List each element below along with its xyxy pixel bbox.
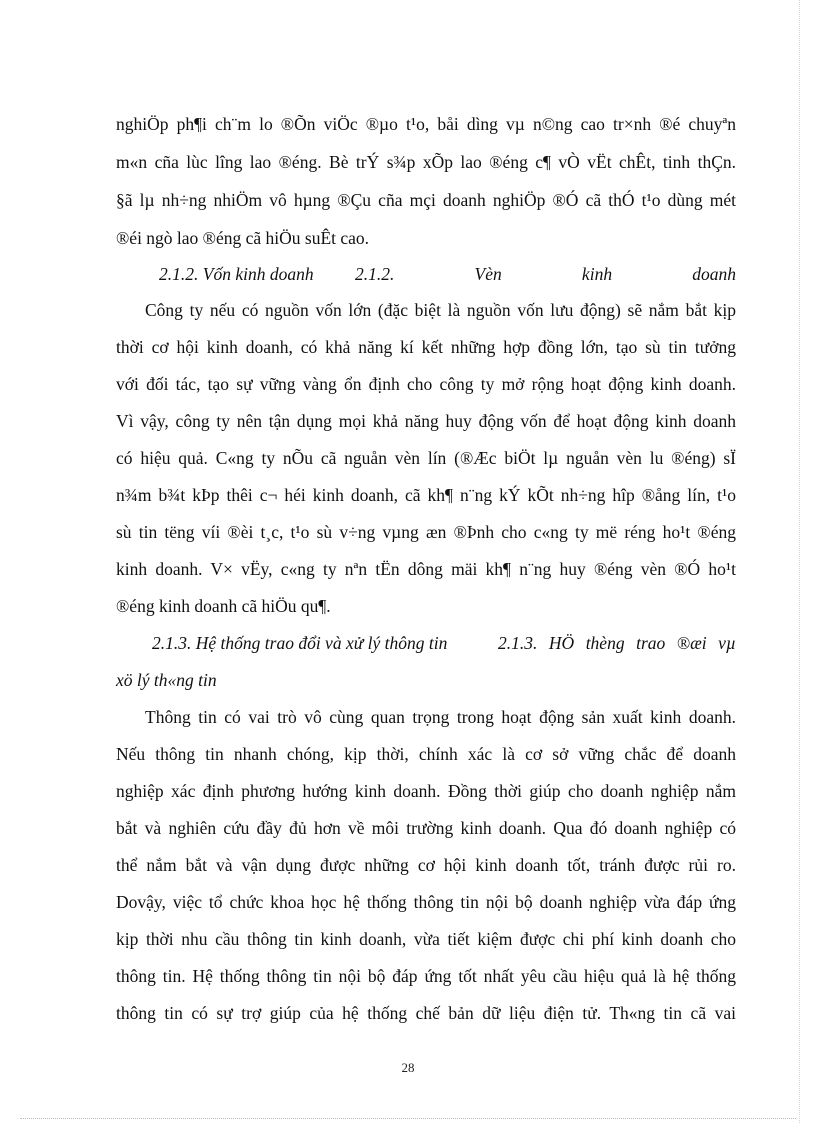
paragraph-line: có hiệu quả. C«ng ty nÕu cã nguån vèn lín (®Æc biÖt lµ nguån vèn lu ®éng) sÏ — [116, 448, 736, 468]
paragraph-line: với đối tác, tạo sự vững vàng ổn định cho công ty mở rộng hoạt động kinh doanh. — [116, 374, 736, 394]
paragraph-line: kịp thời nhu cầu thông tin kinh doanh, vừa tiết kiệm được chi phí kinh doanh cho — [116, 929, 736, 949]
paragraph-line: Nếu thông tin nhanh chóng, kịp thời, chính xác là cơ sở vững chắc để doanh — [116, 744, 736, 764]
section-heading-213-legacy-cont: xö lý th«ng tin — [116, 670, 217, 690]
paragraph-line: thông tin có sự trợ giúp của hệ thống chế bản dữ liệu điện tử. Th«ng tin cã vai — [116, 1003, 736, 1023]
paragraph-line: Công ty nếu có nguồn vốn lớn (đặc biệt là nguồn vốn lưu động) sẽ nắm bắt kịp — [145, 300, 736, 320]
page-right-divider — [799, 0, 800, 1123]
paragraph-line: nghiệp xác định phương hướng kinh doanh. Đồng thời giúp cho doanh nghiệp nắm — [116, 781, 736, 801]
paragraph-line: Vì vậy, công ty nên tận dụng mọi khả năng huy động vốn để hoạt động kinh doanh — [116, 411, 736, 431]
section-heading-212-legacy: 2.1.2. Vèn kinh doanh — [355, 264, 736, 284]
paragraph-line: ®éng kinh doanh cã hiÖu qu¶. — [116, 596, 331, 616]
paragraph-line: Thông tin có vai trò vô cùng quan trọng trong hoạt động sản xuất kinh doanh. — [145, 707, 736, 727]
section-heading-213: 2.1.3. Hệ thống trao đổi và xử lý thông tin — [152, 633, 448, 653]
paragraph-line: thể nắm bắt và vận dụng được những cơ hội kinh doanh tốt, tránh được rủi ro. — [116, 855, 736, 875]
paragraph-line: kinh doanh. V× vËy, c«ng ty nªn tËn dông mäi kh¶ n¨ng huy ®éng vèn ®Ó ho¹t — [116, 559, 736, 579]
paragraph-line: bắt và nghiên cứu đầy đủ hơn về môi trường kinh doanh. Qua đó doanh nghiệp có — [116, 818, 736, 838]
paragraph-line: ®éi ngò lao ®éng cã hiÖu suÊt cao. — [116, 228, 370, 248]
page-bottom-divider — [20, 1118, 796, 1119]
paragraph-line: sù tin tëng víi ®èi t¸c, t¹o sù v÷ng vµng æn ®Þnh cho c«ng ty më réng ho¹t ®éng — [116, 522, 736, 542]
paragraph-line: m«n cña lùc lîng lao ®éng. Bè trÝ s¾p xÕp lao ®éng c¶ vÒ vËt chÊt, tinh thÇn. — [116, 152, 736, 172]
paragraph-line: §ã lµ nh÷ng nhiÖm vô hµng ®Çu cña mçi doanh nghiÖp ®Ó cã thÓ t¹o dùng mét — [116, 190, 736, 210]
page-number: 28 — [401, 1060, 415, 1075]
section-heading-212: 2.1.2. Vốn kinh doanh — [159, 264, 314, 284]
paragraph-line: nghiÖp ph¶i ch¨m lo ®Õn viÖc ®µo t¹o, båi dìng vµ n©ng cao tr×nh ®é chuyªn — [116, 114, 736, 134]
paragraph-line: thời cơ hội kinh doanh, có khả năng kí kết những hợp đồng lớn, tạo sù tin tưởng — [116, 337, 736, 357]
paragraph-line: n¾m b¾t kÞp thêi c¬ héi kinh doanh, cã kh¶ n¨ng kÝ kÕt nh÷ng hîp ®ång lín, t¹o — [116, 485, 736, 505]
paragraph-line: thông tin. Hệ thống thông tin nội bộ đáp ứng tốt nhất yêu cầu hiệu quả là hệ thống — [116, 966, 736, 986]
section-heading-213-legacy: 2.1.3. HÖ thèng trao ®æi vµ — [498, 633, 736, 653]
paragraph-line: Dovậy, việc tổ chức khoa học hệ thống thông tin nội bộ doanh nghiệp vừa đáp ứng — [116, 892, 736, 912]
